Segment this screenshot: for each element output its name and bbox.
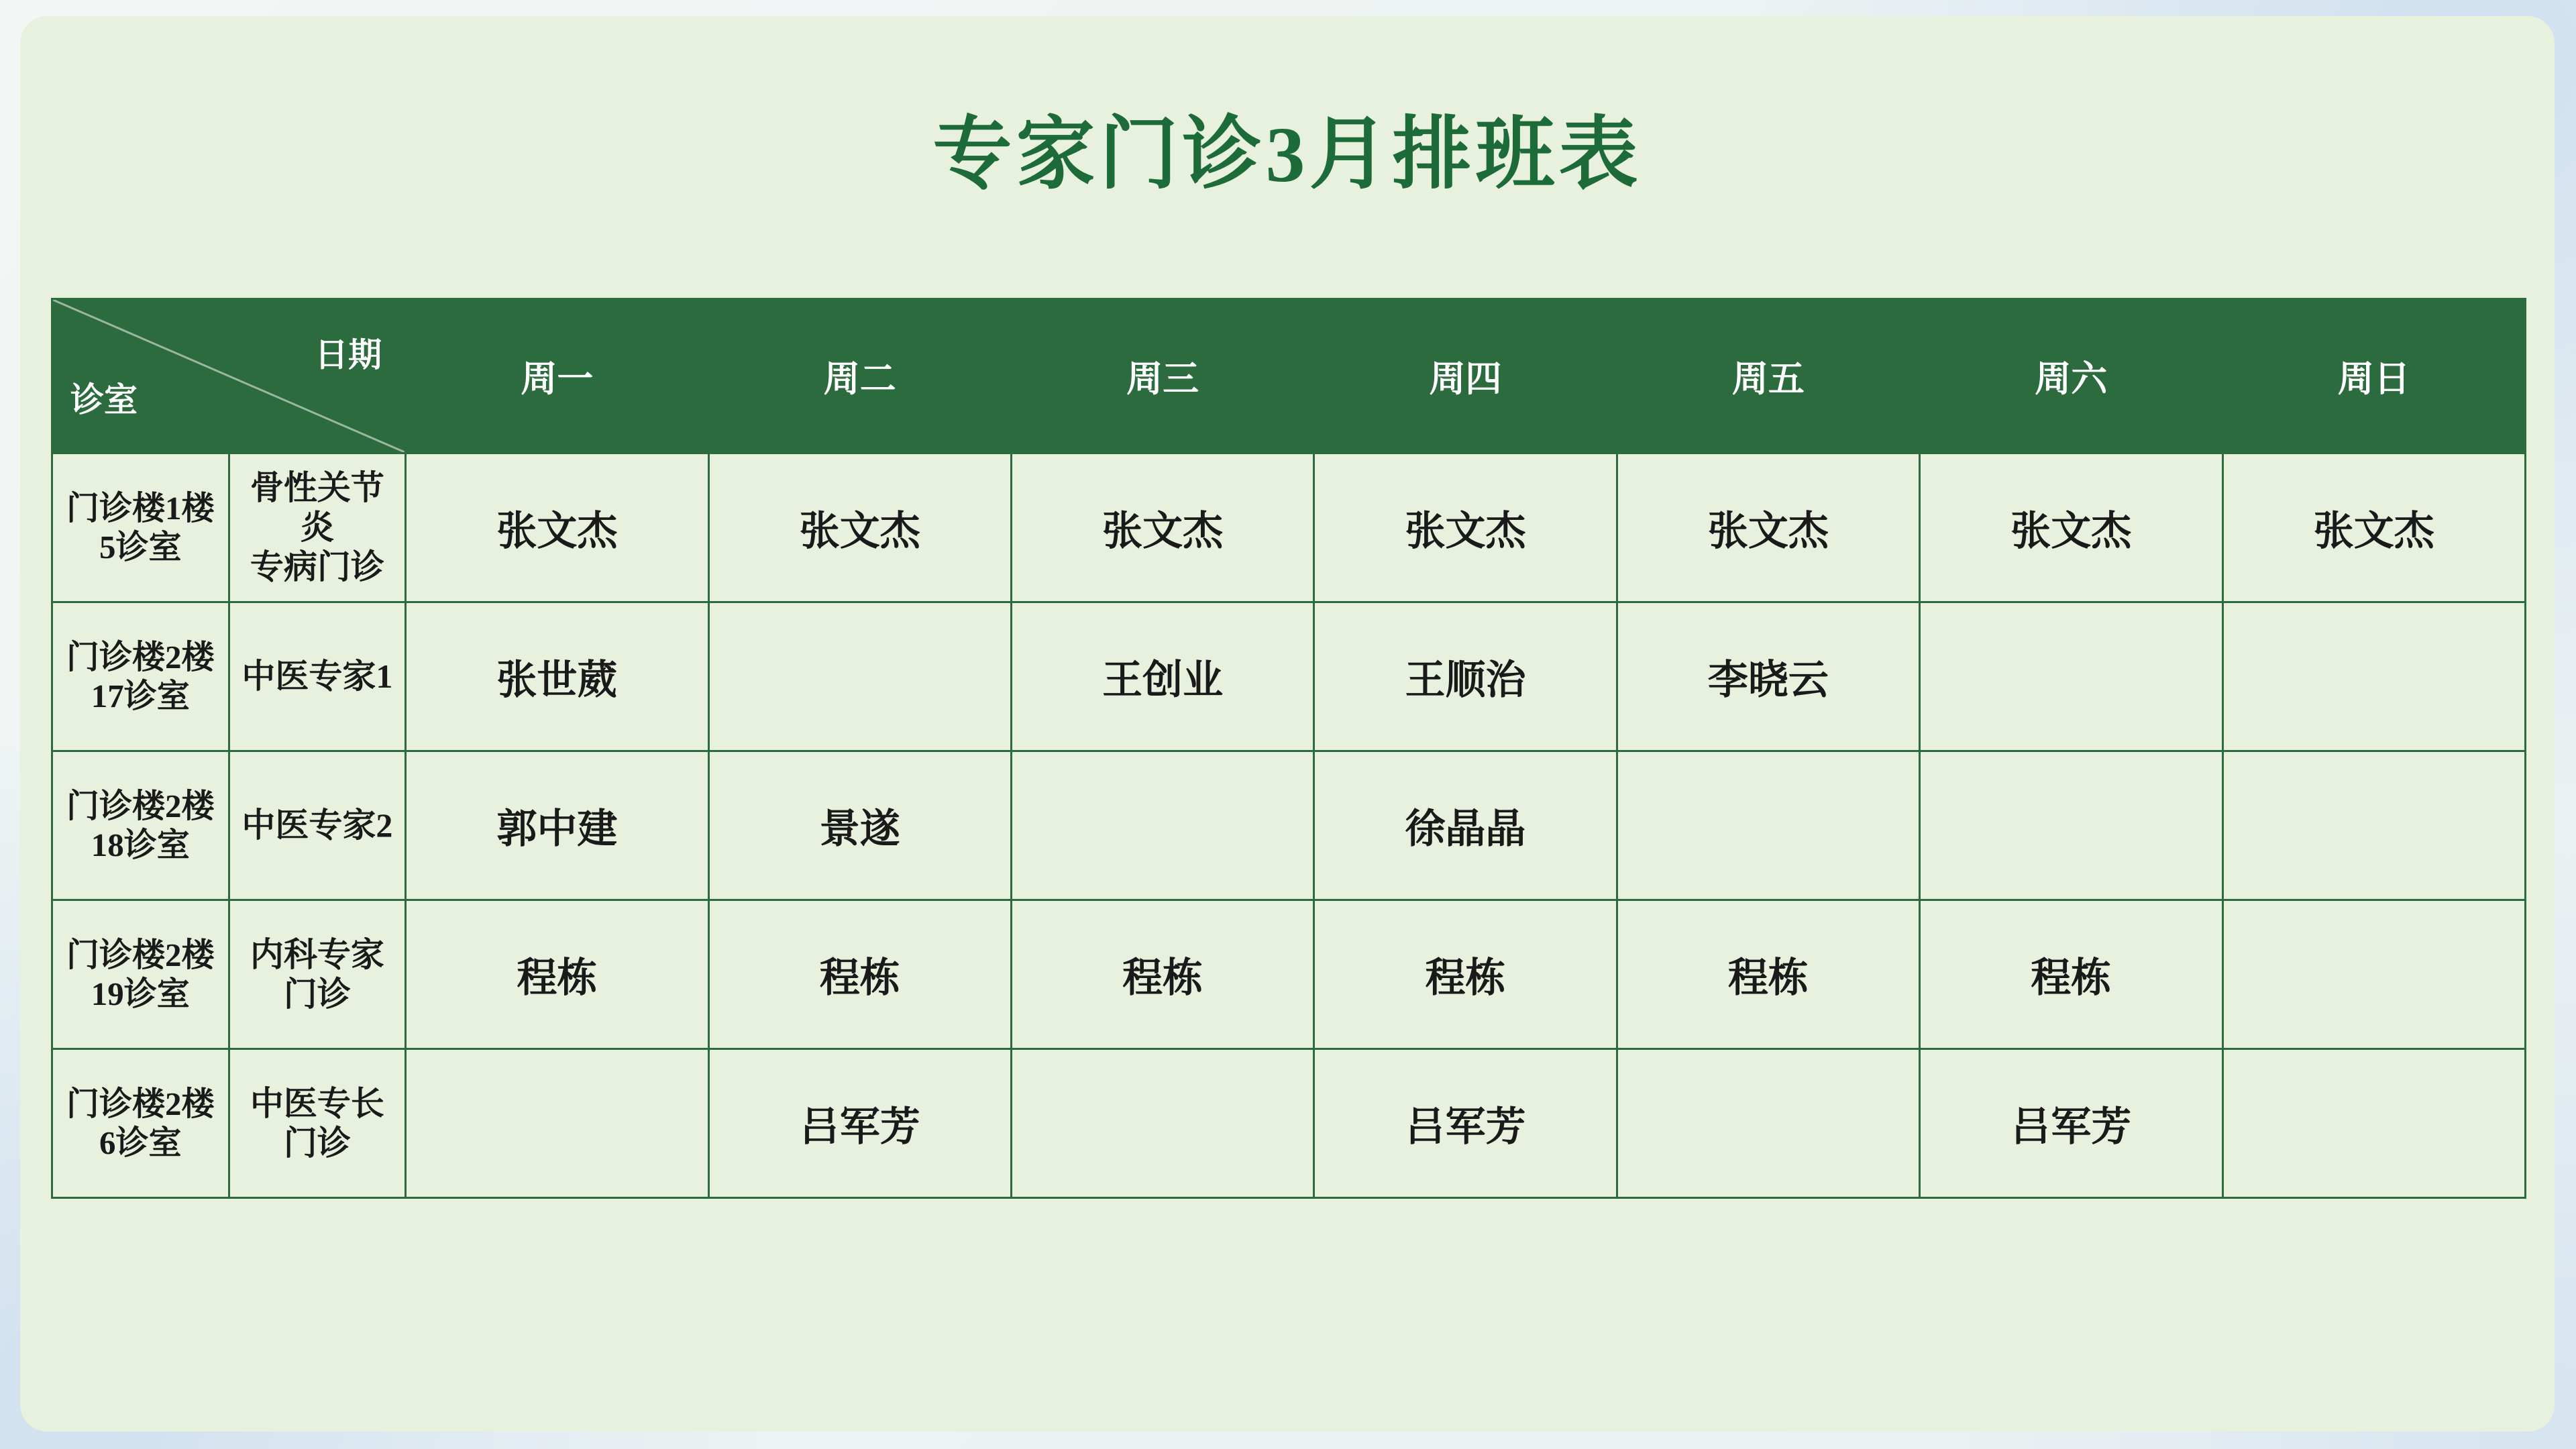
page-title: 专家门诊3月排班表: [932, 111, 1642, 199]
clinic-line-1: 中医专家2: [241, 806, 393, 844]
cell-wed: 张文杰: [1011, 453, 1313, 602]
cell-clinic: [229, 900, 406, 1049]
cell-wed: 王创业: [1011, 602, 1313, 751]
cell-location: [52, 751, 229, 900]
cell-location: [52, 602, 229, 751]
cell-sun: [2222, 1049, 2526, 1198]
cell-mon: 程栋: [406, 900, 708, 1049]
cell-tue: 程栋: [708, 900, 1011, 1049]
cell-clinic: [229, 1049, 406, 1198]
header-day-tue: 周二: [708, 299, 1011, 453]
location-line-2: 19诊室: [91, 975, 190, 1012]
header-day-mon: 周一: [406, 299, 708, 453]
clinic-line-1: 骨性关节炎: [250, 469, 384, 546]
cell-location: [52, 900, 229, 1049]
cell-sat: 张文杰: [1920, 453, 2222, 602]
cell-wed: [1011, 751, 1313, 900]
table-header: [52, 299, 2526, 453]
cell-location: [52, 453, 229, 602]
cell-mon: 张世葳: [406, 602, 708, 751]
table-row: [52, 1049, 2526, 1198]
schedule-table: [51, 298, 2526, 1199]
cell-thu: 吕军芳: [1314, 1049, 1617, 1198]
cell-sat: 吕军芳: [1920, 1049, 2222, 1198]
location-line-1: 门诊楼1楼: [66, 489, 215, 527]
location-line-2: 5诊室: [99, 528, 182, 566]
table-row: [52, 751, 2526, 900]
cell-tue: 吕军芳: [708, 1049, 1011, 1198]
cell-sat: [1920, 602, 2222, 751]
cell-fri: 张文杰: [1617, 453, 1919, 602]
clinic-line-1: 中医专家1: [241, 657, 393, 695]
table-body: [52, 453, 2526, 1198]
cell-sun: 张文杰: [2222, 453, 2526, 602]
header-corner-cell: [52, 299, 406, 453]
cell-fri: [1617, 1049, 1919, 1198]
cell-wed: 程栋: [1011, 900, 1313, 1049]
header-day-sun: 周日: [2222, 299, 2526, 453]
cell-mon: [406, 1049, 708, 1198]
location-line-1: 门诊楼2楼: [66, 638, 215, 676]
header-day-wed: 周三: [1011, 299, 1313, 453]
location-line-2: 18诊室: [91, 826, 190, 863]
cell-fri: 李晓云: [1617, 602, 1919, 751]
cell-location: [52, 1049, 229, 1198]
cell-fri: [1617, 751, 1919, 900]
cell-fri: 程栋: [1617, 900, 1919, 1049]
location-line-1: 门诊楼2楼: [66, 936, 215, 973]
cell-mon: 张文杰: [406, 453, 708, 602]
corner-date-label: 日期: [315, 336, 382, 374]
cell-thu: 徐晶晶: [1314, 751, 1617, 900]
header-day-fri: 周五: [1617, 299, 1919, 453]
cell-sun: [2222, 900, 2526, 1049]
corner-room-label: 诊室: [70, 381, 138, 419]
location-line-1: 门诊楼2楼: [66, 787, 215, 824]
cell-sun: [2222, 751, 2526, 900]
schedule-card: [20, 16, 2555, 1432]
clinic-line-1: 中医专长门诊: [250, 1084, 384, 1162]
cell-thu: 王顺治: [1314, 602, 1617, 751]
cell-clinic: [229, 602, 406, 751]
cell-tue: 张文杰: [708, 453, 1011, 602]
table-row: [52, 453, 2526, 602]
clinic-line-1: 内科专家门诊: [250, 935, 384, 1013]
cell-tue: 景遂: [708, 751, 1011, 900]
schedule-table-wrapper: [51, 298, 2526, 1199]
cell-clinic: [229, 751, 406, 900]
header-row: [52, 299, 2526, 453]
clinic-line-2: 专病门诊: [250, 548, 384, 586]
table-row: [52, 900, 2526, 1049]
cell-mon: 郭中建: [406, 751, 708, 900]
cell-clinic: [229, 453, 406, 602]
cell-tue: [708, 602, 1011, 751]
header-day-thu: 周四: [1314, 299, 1617, 453]
cell-sat: [1920, 751, 2222, 900]
location-line-1: 门诊楼2楼: [66, 1085, 215, 1122]
header-day-sat: 周六: [1920, 299, 2222, 453]
cell-thu: 张文杰: [1314, 453, 1617, 602]
table-row: [52, 602, 2526, 751]
location-line-2: 17诊室: [91, 677, 190, 714]
cell-thu: 程栋: [1314, 900, 1617, 1049]
cell-wed: [1011, 1049, 1313, 1198]
location-line-2: 6诊室: [99, 1124, 182, 1161]
cell-sun: [2222, 602, 2526, 751]
cell-sat: 程栋: [1920, 900, 2222, 1049]
